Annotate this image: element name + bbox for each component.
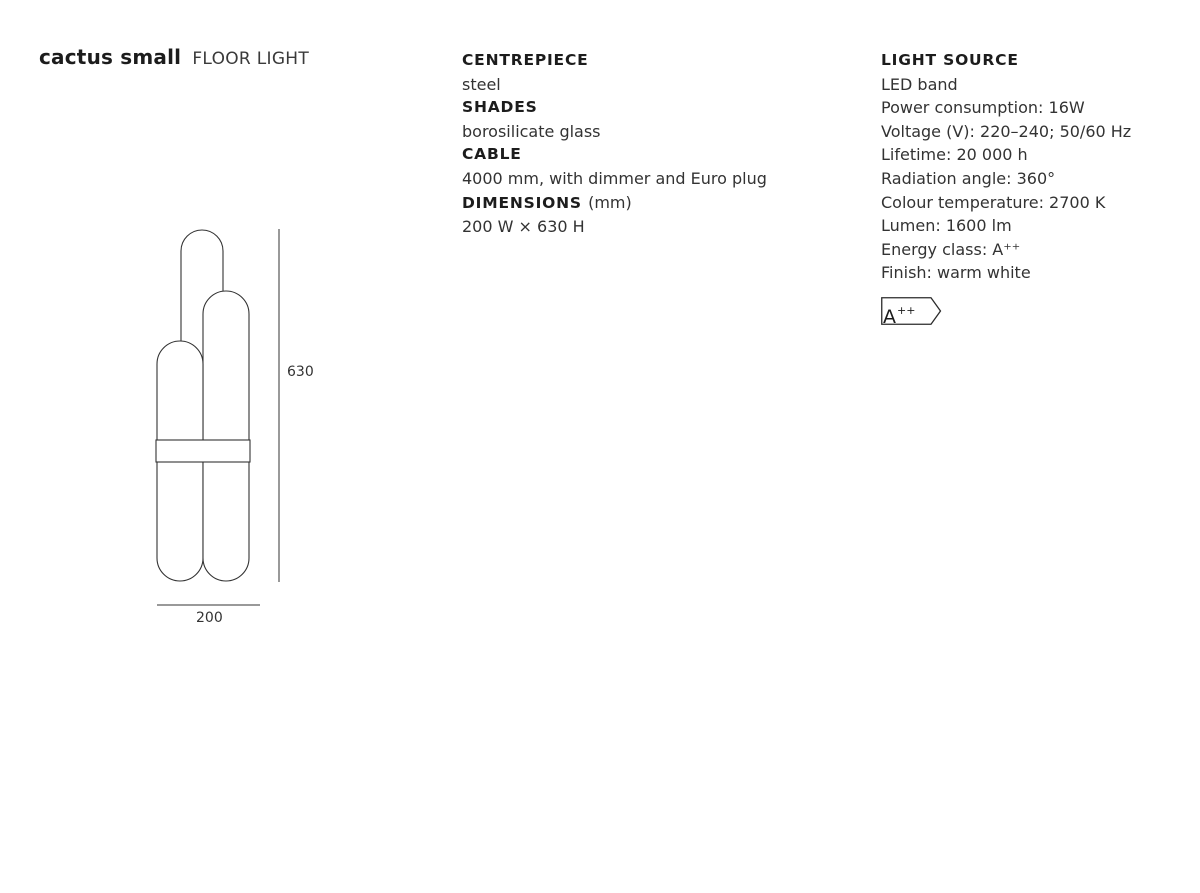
energy-class-letter: A: [883, 306, 896, 328]
spec-value-cable: 4000 mm, with dimmer and Euro plug: [462, 168, 767, 188]
spec-value-centrepiece: steel: [462, 74, 501, 94]
energy-class-badge: [881, 297, 945, 328]
light-source-line: Colour temperature: 2700 K: [881, 192, 1106, 212]
width-dimension-label: 200: [196, 610, 223, 626]
light-source-line: Power consumption: 16W: [881, 98, 1085, 118]
energy-class-text: [883, 299, 915, 329]
tube-upper-left: [157, 341, 203, 440]
light-source-line: Radiation angle: 360°: [881, 168, 1056, 188]
tube-lower-right: [203, 462, 249, 581]
light-source-heading: LIGHT SOURCE: [881, 51, 1019, 69]
light-source-specs: [881, 49, 1181, 285]
spec-heading-dimensions: [462, 191, 842, 216]
spec-value-shades: borosilicate glass: [462, 121, 601, 141]
tube-upper-right: [203, 291, 249, 440]
height-dimension-label: 630: [287, 364, 314, 380]
product-type: FLOOR LIGHT: [192, 49, 310, 69]
dimensions-heading-text: DIMENSIONS: [462, 193, 582, 212]
material-specs: [462, 49, 842, 239]
light-source-line: Finish: warm white: [881, 263, 1031, 283]
dimensions-unit: (mm): [588, 192, 632, 212]
light-source-line: Energy class: A⁺⁺: [881, 239, 1021, 259]
tube-lower-left: [157, 462, 203, 581]
energy-class-plus: ++: [897, 304, 916, 317]
lamp-technical-drawing: [0, 0, 340, 640]
spec-heading-shades: SHADES: [462, 98, 538, 117]
connector-band: [156, 440, 250, 462]
spec-heading-centrepiece: CENTREPIECE: [462, 51, 589, 69]
light-source-line: LED band: [881, 74, 958, 94]
spec-heading-cable: CABLE: [462, 145, 522, 164]
light-source-line: Voltage (V): 220–240; 50/60 Hz: [881, 121, 1132, 141]
product-name: cactus small: [39, 45, 182, 69]
light-source-line: Lumen: 1600 lm: [881, 216, 1012, 236]
spec-value-dimensions: 200 W × 630 H: [462, 217, 585, 237]
light-source-line: Lifetime: 20 000 h: [881, 145, 1028, 165]
